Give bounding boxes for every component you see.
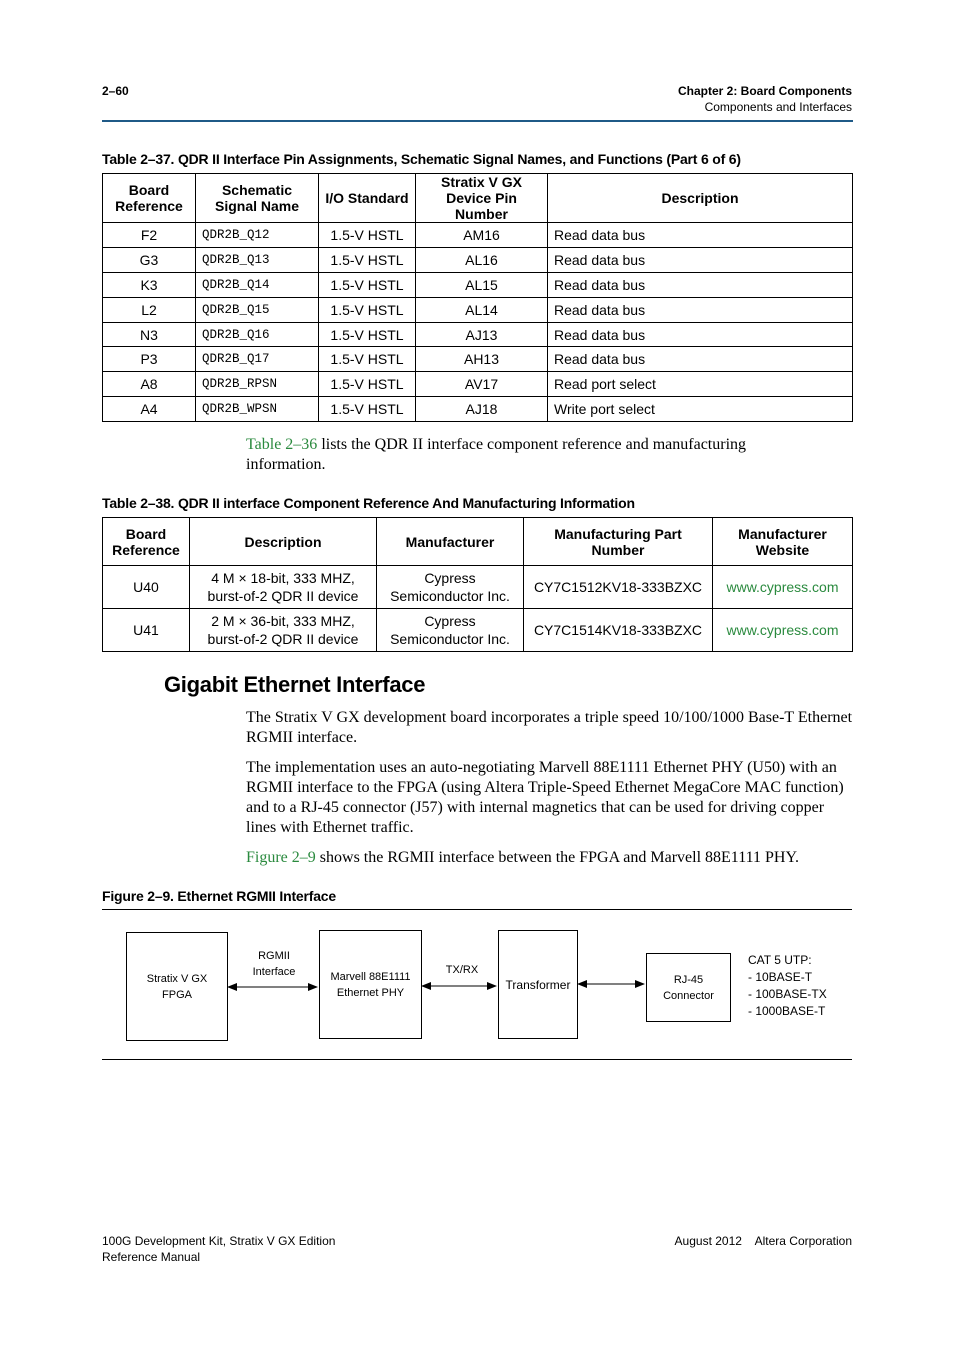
- rgmii-label-line: Interface: [252, 966, 296, 978]
- rj45-label-line: RJ-45: [673, 973, 704, 986]
- signal-name-cell: QDR2B_Q14: [196, 272, 319, 297]
- io-standard-cell: 1.5-V HSTL: [319, 272, 416, 297]
- pin-number-cell: AL15: [416, 272, 548, 297]
- pin-number-cell: AM16: [416, 223, 548, 248]
- pin-number-cell: AL14: [416, 297, 548, 322]
- io-standard-cell: 1.5-V HSTL: [319, 347, 416, 372]
- rgmii-label-line: RGMII: [258, 950, 290, 962]
- footer-right: August 2012 Altera Corporation: [674, 1234, 852, 1248]
- signal-name-cell: QDR2B_Q17: [196, 347, 319, 372]
- paragraph-text: lists the QDR II interface component reference and manufacturing information.: [246, 436, 747, 473]
- io-standard-cell: 1.5-V HSTL: [319, 322, 416, 347]
- cat5-line: - 100BASE-TX: [748, 987, 827, 1001]
- manufacturer-line: Semiconductor Inc.: [390, 588, 510, 604]
- board-reference-cell: U40: [103, 566, 190, 609]
- description-cell: Write port select: [548, 397, 853, 422]
- fpga-label-line: Stratix V GX: [146, 972, 208, 985]
- table38-header-cell: Manufacturer Website: [713, 518, 853, 566]
- signal-name-cell: QDR2B_Q15: [196, 297, 319, 322]
- footer-left: [102, 1233, 335, 1265]
- footer-doc-title: 100G Development Kit, Stratix V GX Edition: [102, 1234, 336, 1248]
- cat5-line: - 1000BASE-T: [748, 1004, 826, 1018]
- signal-name-cell: QDR2B_Q13: [196, 247, 319, 272]
- figure-caption: Figure 2–9. Ethernet RGMII Interface: [102, 888, 336, 904]
- description-line: burst-of-2 QDR II device: [207, 631, 359, 647]
- table37-header-cell: Schematic Signal Name: [196, 174, 319, 223]
- description-line: burst-of-2 QDR II device: [207, 588, 359, 604]
- phy-label-line: Ethernet PHY: [336, 986, 405, 999]
- part-number-cell: CY7C1512KV18-333BZXC: [524, 566, 713, 609]
- io-standard-cell: 1.5-V HSTL: [319, 223, 416, 248]
- table37-header-cell: I/O Standard: [319, 174, 416, 223]
- table38-header-cell: Description: [190, 518, 377, 566]
- table38-header-cell: Manufacturer: [377, 518, 524, 566]
- paragraph-text: shows the RGMII interface between the FPGA and Marvell 88E1111 PHY.: [315, 849, 799, 866]
- board-reference-cell: N3: [103, 322, 196, 347]
- rj45-label-line: Connector: [663, 989, 714, 1002]
- board-reference-cell: F2: [103, 223, 196, 248]
- cat5-line: CAT 5 UTP:: [748, 953, 812, 967]
- manufacturer-line: Cypress: [424, 570, 476, 586]
- page-number: 2–60: [102, 84, 129, 98]
- description-line: 4 M × 18-bit, 333 MHZ,: [211, 570, 355, 586]
- signal-name-cell: QDR2B_RPSN: [196, 372, 319, 397]
- section-paragraph-1: The Stratix V GX development board incorporates a triple speed 10/100/1000 Base-T Ethernet RGMII interface.: [246, 709, 853, 746]
- signal-name-cell: QDR2B_WPSN: [196, 397, 319, 422]
- table38-header-cell: Board Reference: [103, 518, 190, 566]
- figure-bottom-rule: [102, 1059, 852, 1060]
- pin-number-cell: AJ18: [416, 397, 548, 422]
- footer-doc-type: Reference Manual: [102, 1250, 201, 1264]
- io-standard-cell: 1.5-V HSTL: [319, 397, 416, 422]
- table37-header-cell: Board Reference: [103, 174, 196, 223]
- board-reference-cell: A8: [103, 372, 196, 397]
- transformer-label: Transformer: [505, 977, 571, 992]
- description-cell: Read data bus: [548, 297, 853, 322]
- table38-caption: Table 2–38. QDR II interface Component Reference And Manufacturing Information: [102, 495, 635, 511]
- section-paragraph-2: The implementation uses an auto-negotiating Marvell 88E1111 Ethernet PHY (U50) with an RGMII interface to the FPGA (using Altera Triple-Speed Ethernet MegaCore MAC function) and to a RJ-45 connector (J57) with internal magnetics that can be used for driving copper lines with Ethernet traffic.: [246, 759, 844, 836]
- description-cell: Read data bus: [548, 347, 853, 372]
- io-standard-cell: 1.5-V HSTL: [319, 247, 416, 272]
- manufacturer-line: Semiconductor Inc.: [390, 631, 510, 647]
- board-reference-cell: K3: [103, 272, 196, 297]
- phy-label-line: Marvell 88E1111: [330, 970, 411, 983]
- manufacturer-website-link[interactable]: www.cypress.com: [726, 579, 839, 595]
- part-number-cell: CY7C1514KV18-333BZXC: [524, 609, 713, 652]
- board-reference-cell: L2: [103, 297, 196, 322]
- manufacturer-line: Cypress: [424, 613, 476, 629]
- pin-number-cell: AL16: [416, 247, 548, 272]
- signal-name-cell: QDR2B_Q16: [196, 322, 319, 347]
- description-cell: Read data bus: [548, 247, 853, 272]
- table38-header-cell: Manufacturing Part Number: [524, 518, 713, 566]
- table-2-36-link[interactable]: Table 2–36: [246, 436, 318, 453]
- description-line: 2 M × 36-bit, 333 MHZ,: [211, 613, 355, 629]
- manufacturer-website-link[interactable]: www.cypress.com: [726, 622, 839, 638]
- signal-name-cell: QDR2B_Q12: [196, 223, 319, 248]
- chapter-title: Chapter 2: Board Components: [677, 84, 852, 98]
- board-reference-cell: G3: [103, 247, 196, 272]
- description-cell: Read port select: [548, 372, 853, 397]
- txrx-label: TX/RX: [445, 964, 479, 976]
- table37-header-cell: Description: [548, 174, 853, 223]
- pin-number-cell: AV17: [416, 372, 548, 397]
- section-heading: Gigabit Ethernet Interface: [164, 672, 426, 697]
- pin-number-cell: AJ13: [416, 322, 548, 347]
- board-reference-cell: U41: [103, 609, 190, 652]
- io-standard-cell: 1.5-V HSTL: [319, 297, 416, 322]
- board-reference-cell: P3: [103, 347, 196, 372]
- board-reference-cell: A4: [103, 397, 196, 422]
- section-subtitle: Components and Interfaces: [704, 100, 852, 114]
- pin-number-cell: AH13: [416, 347, 548, 372]
- table37-caption: Table 2–37. QDR II Interface Pin Assignments, Schematic Signal Names, and Functions (Part 6 of 6): [102, 151, 741, 167]
- figure-2-9-link[interactable]: Figure 2–9: [246, 849, 316, 866]
- io-standard-cell: 1.5-V HSTL: [319, 372, 416, 397]
- fpga-label-line: FPGA: [162, 988, 192, 1001]
- description-cell: Read data bus: [548, 322, 853, 347]
- table37-header-cell: Stratix V GX Device Pin Number: [416, 174, 548, 223]
- cat5-line: - 10BASE-T: [748, 970, 813, 984]
- description-cell: Read data bus: [548, 223, 853, 248]
- description-cell: Read data bus: [548, 272, 853, 297]
